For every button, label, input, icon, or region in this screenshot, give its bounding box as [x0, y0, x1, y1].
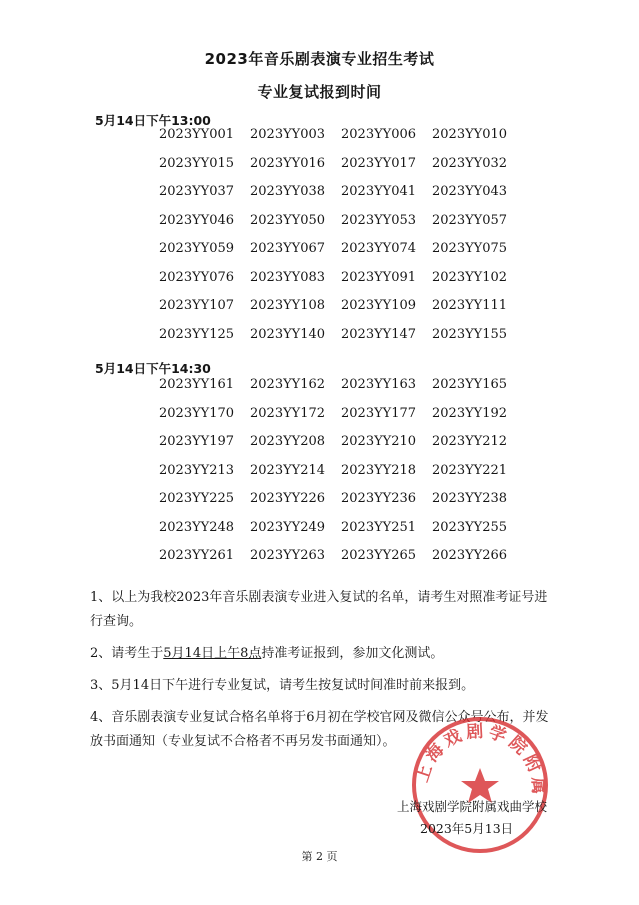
candidate-id: 2023YY074	[341, 241, 417, 256]
candidate-id: 2023YY043	[432, 184, 508, 199]
candidate-id: 2023YY108	[250, 298, 326, 313]
note-2-text-pre: 2、请考生于	[90, 646, 164, 661]
candidate-id: 2023YY192	[432, 405, 508, 421]
candidate-id: 2023YY003	[250, 127, 326, 142]
candidate-id: 2023YY010	[432, 127, 508, 142]
candidate-id: 2023YY265	[341, 548, 417, 563]
candidate-id: 2023YY161	[159, 377, 235, 392]
candidate-id: 2023YY208	[250, 434, 326, 449]
document-subtitle: 专业复试报到时间	[257, 83, 382, 101]
candidate-id: 2023YY170	[159, 405, 235, 421]
candidate-id: 2023YY236	[341, 491, 417, 506]
candidate-id: 2023YY214	[250, 462, 326, 478]
candidate-id: 2023YY046	[159, 212, 235, 228]
candidate-id: 2023YY037	[159, 184, 235, 199]
note-4: 4、音乐剧表演专业复试合格名单将于6月初在学校官网及微信公众号公布，并发放书面通知（专业复试不合格者不再另发书面通知）。	[90, 710, 549, 749]
page-number: 第 2 页	[301, 850, 338, 863]
candidate-id: 2023YY102	[432, 269, 508, 285]
session-2-id-grid	[159, 375, 523, 575]
candidate-id: 2023YY001	[159, 127, 235, 142]
candidate-id: 2023YY165	[432, 377, 508, 392]
candidate-id: 2023YY210	[341, 434, 417, 449]
note-2-underlined-time: 5月14日上午8点	[163, 646, 262, 661]
seal-text: 上海戏剧学院附属	[412, 721, 549, 799]
session-1-label: 5月14日下午13:00	[95, 113, 211, 128]
session-2-label: 5月14日下午14:30	[95, 361, 211, 376]
candidate-id: 2023YY213	[159, 462, 235, 478]
candidate-id: 2023YY125	[159, 326, 235, 342]
candidate-id: 2023YY163	[341, 377, 417, 392]
candidate-id: 2023YY218	[341, 462, 417, 478]
candidate-id: 2023YY091	[341, 269, 417, 285]
candidate-id: 2023YY263	[250, 548, 326, 563]
candidate-id: 2023YY172	[250, 405, 326, 421]
candidate-id: 2023YY248	[159, 519, 235, 535]
candidate-id: 2023YY017	[341, 155, 417, 171]
candidate-id: 2023YY238	[432, 491, 508, 506]
candidate-id: 2023YY255	[432, 519, 508, 535]
candidate-id: 2023YY225	[159, 491, 235, 506]
candidate-id: 2023YY038	[250, 184, 326, 199]
candidate-id: 2023YY197	[159, 434, 235, 449]
note-2-text-post: 持准考证报到，参加文化测试。	[261, 646, 444, 661]
candidate-id: 2023YY221	[432, 462, 508, 478]
candidate-id: 2023YY140	[250, 326, 326, 342]
candidate-id: 2023YY249	[250, 519, 326, 535]
candidate-id: 2023YY016	[250, 155, 326, 171]
candidate-id: 2023YY251	[341, 519, 417, 535]
candidate-id: 2023YY147	[341, 326, 417, 342]
candidate-id: 2023YY111	[432, 298, 508, 313]
document-title: 2023年音乐剧表演专业招生考试	[204, 50, 435, 68]
candidate-id: 2023YY075	[432, 241, 508, 256]
note-3: 3、5月14日下午进行专业复试，请考生按复试时间准时前来报到。	[90, 678, 475, 693]
issuing-organization: 上海戏剧学院附属戏曲学校	[397, 799, 548, 814]
candidate-id: 2023YY015	[159, 155, 235, 171]
official-seal	[405, 710, 555, 860]
candidate-id: 2023YY107	[159, 298, 235, 313]
note-2	[90, 642, 560, 666]
note-1: 1、以上为我校2023年音乐剧表演专业进入复试的名单，请考生对照准考证号进行查询。	[90, 590, 548, 629]
candidate-id: 2023YY067	[250, 241, 326, 256]
candidate-id: 2023YY006	[341, 127, 417, 142]
candidate-id: 2023YY041	[341, 184, 417, 199]
candidate-id: 2023YY083	[250, 269, 326, 285]
session-1-id-grid	[159, 125, 523, 353]
issue-date: 2023年5月13日	[420, 821, 514, 836]
candidate-id: 2023YY076	[159, 269, 235, 285]
candidate-id: 2023YY212	[432, 434, 508, 449]
candidate-id: 2023YY109	[341, 298, 417, 313]
candidate-id: 2023YY261	[159, 548, 235, 563]
candidate-id: 2023YY266	[432, 548, 508, 563]
candidate-id: 2023YY155	[432, 326, 508, 342]
candidate-id: 2023YY050	[250, 212, 326, 228]
candidate-id: 2023YY059	[159, 241, 235, 256]
candidate-id: 2023YY162	[250, 377, 326, 392]
candidate-id: 2023YY226	[250, 491, 326, 506]
candidate-id: 2023YY053	[341, 212, 417, 228]
candidate-id: 2023YY177	[341, 405, 417, 421]
candidate-id: 2023YY032	[432, 155, 508, 171]
candidate-id: 2023YY057	[432, 212, 508, 228]
